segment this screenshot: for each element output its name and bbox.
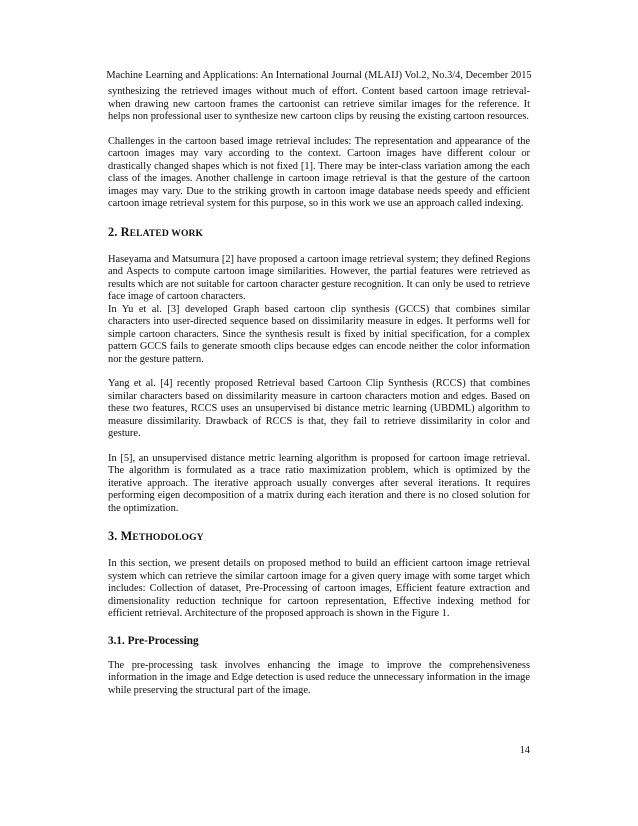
page-body <box>108 86 530 697</box>
related-work-paragraph-3: Yang et al. [4] recently proposed Retrieval based Cartoon Clip Synthesis (RCCS) that combines similar characters based on dissimilarity measure in cartoon characters motion and edges. Based on these two features, RCCS uses an unsupervised bi distance metric learning (UBDML) algorithm to measure dissimilarity. Drawback of RCCS is that, they fail to retrieve dissimilarity in color and gesture. <box>108 378 530 439</box>
section-heading-related-work <box>108 225 530 241</box>
intro-paragraph-1: synthesizing the retrieved images without much of effort. Content based cartoon image retrieval- when drawing new cartoon frames the cartoonist can retrieve similar images for the reference. It helps non professional user to synthesize new cartoon clips by reusing the existing cartoon resources. <box>108 86 530 122</box>
subsection-heading-pre-processing: 3.1. Pre-Processing <box>108 634 199 647</box>
intro-paragraph-2: Challenges in the cartoon based image retrieval includes: The representation and appearance of the cartoon images may vary according to the context. Cartoon images have different colour or drastically changed shapes which is not fixed [1]. There may be inter-class variation among the each class of the images. Another challenge in cartoon image retrieval is that the gesture of the cartoon images may vary. Due to the striking growth in cartoon image database needs speedy and efficient cartoon image retrieval system for this purpose, so in this work we use an approach called indexing. <box>108 135 530 209</box>
section-heading-methodology <box>108 529 530 545</box>
section-title-initial: R <box>120 224 130 239</box>
methodology-paragraph-1: In this section, we present details on proposed method to build an efficient cartoon image retrieval system which can retrieve the similar cartoon image for a given query image with some target which includes: Collection of dataset, Pre-Processing of cartoon images, Efficient feature extraction and dimensionality reduction technique for cartoon representation, Effective indexing method for efficient retrieval. Architecture of the proposed approach is shown in the Figure 1. <box>108 558 530 619</box>
running-header: Machine Learning and Applications: An International Journal (MLAIJ) Vol.2, No.3/4, December 2015 <box>106 70 532 81</box>
related-work-paragraph-1: Haseyama and Matsumura [2] have proposed a cartoon image retrieval system; they defined Regions and Aspects to compute cartoon image similarities. However, the partial features were retrieved as results which are not suitable for cartoon character gesture recognition. It can only be used to retrieve face image of cartoon characters. <box>108 253 530 302</box>
related-work-paragraph-2: In Yu et al. [3] developed Graph based cartoon clip synthesis (GCCS) that combines similar characters into user-directed sequence based on dissimilarity measure in edges. It performs well for simple cartoon characters. Since the synthesis result is fixed by initial specification, for a complex pattern GCCS fails to generate smooth clips because edges can encode neither the color information nor the gesture pattern. <box>108 303 530 365</box>
pre-processing-paragraph-1: The pre-processing task involves enhancing the image to improve the comprehensiveness information in the image and Edge detection is used reduce the unnecessary information in the image while preserving the structural part of the image. <box>108 659 530 696</box>
section-title-rest: ETHODOLOGY <box>132 532 204 543</box>
page-number: 14 <box>519 745 530 756</box>
related-work-paragraph-4: In [5], an unsupervised distance metric learning algorithm is proposed for cartoon image retrieval. The algorithm is formulated as a trace ratio maximization problem, which is optimized by the iterative approach. The iterative approach usually converges after several iterations. It requires performing eigen decomposition of a matrix during each iteration and there is no closed solution for the optimization. <box>108 452 530 514</box>
section-number: 2. <box>108 224 118 239</box>
section-number: 3. <box>108 529 118 543</box>
section-title-initial: M <box>120 529 133 543</box>
section-title-rest: ELATED WORK <box>129 227 204 239</box>
